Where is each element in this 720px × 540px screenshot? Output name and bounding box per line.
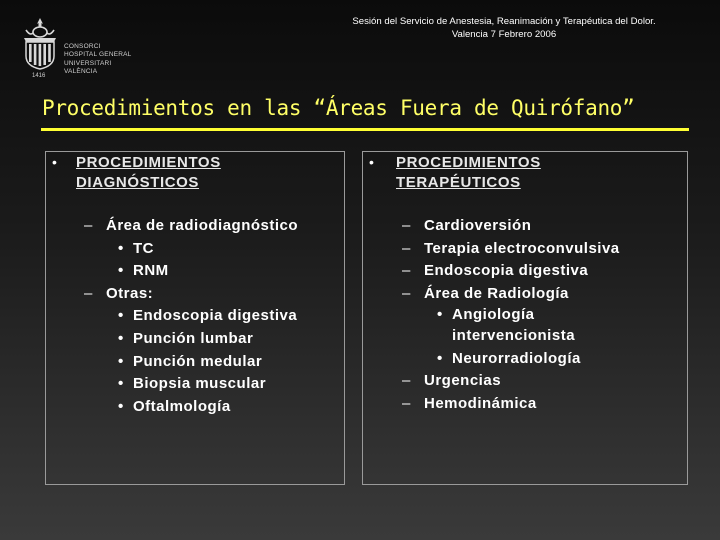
list-item: – Urgencias: [424, 370, 620, 393]
list-item: – Otras:: [106, 283, 298, 306]
list-item: • Angiología intervencionista: [452, 305, 620, 346]
list-item: • Punción lumbar: [133, 328, 298, 351]
list-item: – Cardioversión: [424, 215, 620, 238]
list-item: • RNM: [133, 260, 298, 283]
therapeutic-heading: PROCEDIMIENTOS TERAPÉUTICOS: [396, 154, 541, 191]
list-item: • TC: [133, 238, 298, 261]
diagnostic-box: [45, 151, 345, 485]
list-item: • Punción medular: [133, 351, 298, 374]
logo-line-3: UNIVERSITARI: [64, 59, 112, 67]
diagnostic-heading: PROCEDIMIENTOS DIAGNÓSTICOS: [76, 154, 221, 191]
diagnostic-list: [106, 215, 298, 418]
logo-line-2: HOSPITAL GENERAL: [64, 51, 132, 59]
heading-bullet: •: [52, 154, 57, 170]
crest-icon: [18, 16, 62, 72]
logo-line-1: CONSORCI: [64, 43, 101, 50]
list-item: • Neurorradiología: [452, 348, 620, 371]
heading-bullet: •: [369, 154, 374, 170]
list-item: • Endoscopia digestiva: [133, 305, 298, 328]
session-header: [304, 16, 704, 41]
slide-title: Procedimientos en las “Áreas Fuera de Quirófano”: [42, 96, 635, 120]
logo-year: 1416: [32, 73, 46, 79]
hospital-logo: [18, 16, 148, 82]
header-line-1: Sesión del Servicio de Anestesia, Reanimación y Terapéutica del Dolor.: [352, 16, 656, 27]
logo-line-4: VALÈNCIA: [64, 68, 98, 76]
therapeutic-box: [362, 151, 688, 485]
hospital-name: [64, 43, 132, 77]
list-item: • Oftalmología: [133, 396, 298, 419]
list-item: – Hemodinámica: [424, 393, 620, 416]
list-item: – Área de Radiología: [424, 283, 620, 306]
list-item: • Biopsia muscular: [133, 373, 298, 396]
list-item: – Endoscopia digestiva: [424, 260, 620, 283]
list-item: – Área de radiodiagnóstico: [106, 215, 298, 238]
header-line-2: Valencia 7 Febrero 2006: [451, 28, 557, 40]
title-underline: [41, 128, 689, 131]
list-item: – Terapia electroconvulsiva: [424, 238, 620, 261]
therapeutic-list: [424, 215, 620, 415]
